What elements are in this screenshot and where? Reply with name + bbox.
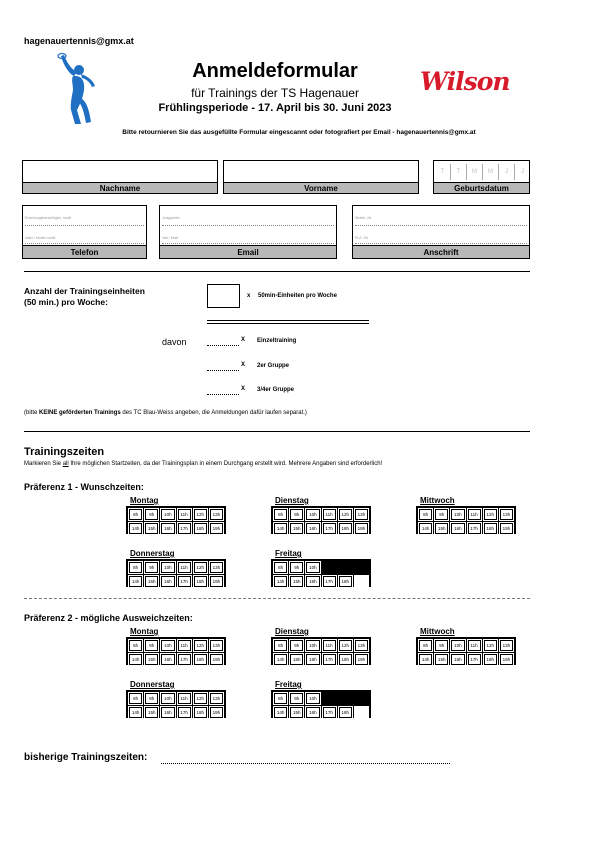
day-label-monday: Montag [130, 496, 159, 505]
time-slot-17h[interactable]: 17h [177, 706, 192, 719]
davon-label: davon [162, 337, 187, 347]
slot-grid-tuesday-pref1 [271, 506, 371, 534]
slot-unavailable [322, 692, 337, 705]
time-slot-18h[interactable]: 18h [193, 575, 208, 588]
time-slot-13h[interactable]: 13h [354, 508, 369, 521]
day-label-wednesday: Mittwoch [420, 627, 455, 636]
date-cell: M [467, 164, 483, 180]
time-slot-10h[interactable]: 10h [450, 639, 465, 652]
slot-grid-thursday-pref2 [126, 690, 226, 718]
wilson-logo: Wilson [420, 67, 510, 96]
time-slot-14h[interactable]: 14h [128, 653, 143, 666]
time-slot-11h[interactable]: 11h [322, 508, 337, 521]
time-slot-19h[interactable]: 19h [209, 522, 224, 535]
time-slot-15h[interactable]: 15h [144, 706, 159, 719]
time-slot-14h[interactable]: 14h [418, 653, 433, 666]
time-slot-13h[interactable]: 13h [209, 561, 224, 574]
time-slot-17h[interactable]: 17h [177, 575, 192, 588]
day-label-friday: Freitag [275, 549, 302, 558]
time-slot-15h[interactable]: 15h [289, 575, 304, 588]
time-slot-19h[interactable]: 19h [354, 653, 369, 666]
time-slot-17h[interactable]: 17h [322, 653, 337, 666]
return-notice: Bitte retournieren Sie das ausgefüllte Formular eingescannt oder fotografiert per Email - hagenauertennis@gmx.at [122, 129, 476, 136]
time-slot-12h[interactable]: 12h [483, 508, 498, 521]
time-slot-8h[interactable]: 8h [128, 561, 143, 574]
time-slot-15h[interactable]: 15h [289, 522, 304, 535]
day-label-thursday: Donnerstag [130, 549, 175, 558]
slot-grid-friday-pref2 [271, 690, 371, 718]
time-slot-17h[interactable]: 17h [177, 522, 192, 535]
time-slot-10h[interactable]: 10h [160, 692, 175, 705]
time-slot-18h[interactable]: 18h [193, 522, 208, 535]
time-slot-15h[interactable]: 15h [289, 653, 304, 666]
units-count-input[interactable] [207, 284, 240, 308]
phone-placeholder-2: Vater / Mutter mobil [25, 236, 56, 240]
time-slot-14h[interactable]: 14h [418, 522, 433, 535]
time-slot-17h[interactable]: 17h [322, 522, 337, 535]
time-slot-8h[interactable]: 8h [128, 508, 143, 521]
time-slot-8h[interactable]: 8h [418, 508, 433, 521]
time-slot-16h[interactable]: 16h [160, 522, 175, 535]
time-slot-17h[interactable]: 17h [467, 522, 482, 535]
time-slot-9h[interactable]: 9h [144, 639, 159, 652]
time-slot-12h[interactable]: 12h [193, 561, 208, 574]
time-slot-11h[interactable]: 11h [467, 639, 482, 652]
contact-email: hagenauertennis@gmx.at [24, 36, 134, 46]
time-slot-17h[interactable]: 17h [322, 575, 337, 588]
time-slot-16h[interactable]: 16h [305, 575, 320, 588]
time-slot-16h[interactable]: 16h [450, 653, 465, 666]
time-slot-14h[interactable]: 14h [273, 522, 288, 535]
divider [24, 271, 530, 272]
time-slot-16h[interactable]: 16h [160, 575, 175, 588]
time-slot-9h[interactable]: 9h [144, 508, 159, 521]
day-label-friday: Freitag [275, 680, 302, 689]
time-slot-9h[interactable]: 9h [289, 508, 304, 521]
day-label-wednesday: Mittwoch [420, 496, 455, 505]
address-placeholder-1: Straße, Nr. [355, 216, 372, 220]
date-cell: T [451, 164, 467, 180]
option-x: X [241, 386, 246, 392]
tennis-player-logo [55, 52, 103, 126]
time-slot-10h[interactable]: 10h [450, 508, 465, 521]
time-slot-15h[interactable]: 15h [144, 653, 159, 666]
slot-unavailable [354, 575, 369, 588]
time-slot-10h[interactable]: 10h [305, 508, 320, 521]
option-pair-label: 2er Gruppe [257, 363, 290, 369]
option-x: X [241, 362, 246, 368]
units-question-line2: (50 min.) pro Woche: [24, 297, 108, 307]
time-slot-18h[interactable]: 18h [338, 522, 353, 535]
dotted-line [25, 243, 144, 244]
time-slot-19h[interactable]: 19h [209, 706, 224, 719]
time-slot-18h[interactable]: 18h [338, 706, 353, 719]
time-slot-19h[interactable]: 19h [354, 522, 369, 535]
birthdate-label: Geburtsdatum [433, 182, 530, 194]
time-slot-14h[interactable]: 14h [273, 575, 288, 588]
day-label-monday: Montag [130, 627, 159, 636]
time-slot-9h[interactable]: 9h [289, 639, 304, 652]
date-cell: M [483, 164, 499, 180]
time-slot-15h[interactable]: 15h [434, 522, 449, 535]
time-slot-15h[interactable]: 15h [434, 653, 449, 666]
phone-label: Telefon [22, 245, 147, 259]
preference-1-title: Präferenz 1 - Wunschzeiten: [24, 482, 144, 492]
time-slot-19h[interactable]: 19h [499, 653, 514, 666]
time-slot-15h[interactable]: 15h [144, 575, 159, 588]
time-slot-18h[interactable]: 18h [483, 653, 498, 666]
subsidy-note: (bitte KEINE geförderten Trainings des TC Blau-Weiss angeben, die Anmeldungen dafür laufen separat.) [24, 410, 307, 416]
slot-grid-wednesday-pref2 [416, 637, 516, 665]
time-slot-10h[interactable]: 10h [305, 692, 320, 705]
time-slot-8h[interactable]: 8h [273, 561, 288, 574]
slot-grid-monday-pref1 [126, 506, 226, 534]
time-slot-12h[interactable]: 12h [338, 508, 353, 521]
previous-times-input[interactable] [161, 763, 450, 764]
double-rule [207, 320, 369, 324]
time-slot-14h[interactable]: 14h [128, 522, 143, 535]
slot-unavailable [354, 692, 369, 705]
time-slot-12h[interactable]: 12h [483, 639, 498, 652]
time-slot-16h[interactable]: 16h [305, 653, 320, 666]
time-slot-12h[interactable]: 12h [193, 639, 208, 652]
time-slot-13h[interactable]: 13h [499, 639, 514, 652]
time-slot-19h[interactable]: 19h [499, 522, 514, 535]
training-instruction: Markieren Sie all Ihre möglichen Startzeiten, da der Trainingsplan in einem Durchgang erstellt wird. Mehrere Angaben sind erforderlich! [24, 461, 383, 467]
time-slot-14h[interactable]: 14h [128, 575, 143, 588]
time-slot-11h[interactable]: 11h [177, 639, 192, 652]
time-slot-8h[interactable]: 8h [418, 639, 433, 652]
time-slot-9h[interactable]: 9h [289, 561, 304, 574]
time-slot-9h[interactable]: 9h [434, 639, 449, 652]
time-slot-13h[interactable]: 13h [209, 692, 224, 705]
date-cell: T [435, 164, 451, 180]
time-slot-19h[interactable]: 19h [209, 653, 224, 666]
slot-unavailable [354, 706, 369, 719]
day-label-tuesday: Dienstag [275, 496, 309, 505]
time-slot-12h[interactable]: 12h [338, 639, 353, 652]
time-slot-11h[interactable]: 11h [467, 508, 482, 521]
time-slot-10h[interactable]: 10h [160, 508, 175, 521]
lastname-label: Nachname [22, 182, 218, 194]
time-slot-13h[interactable]: 13h [209, 508, 224, 521]
time-slot-9h[interactable]: 9h [434, 508, 449, 521]
time-slot-13h[interactable]: 13h [499, 508, 514, 521]
option-single-label: Einzeltraining [257, 338, 297, 344]
time-slot-10h[interactable]: 10h [305, 561, 320, 574]
time-slot-16h[interactable]: 16h [305, 522, 320, 535]
option-group-label: 3/4er Gruppe [257, 387, 295, 393]
time-slot-11h[interactable]: 11h [177, 508, 192, 521]
time-slot-10h[interactable]: 10h [160, 639, 175, 652]
date-cell: J [499, 164, 515, 180]
address-placeholder-2: PLZ, Ort [355, 236, 369, 240]
time-slot-18h[interactable]: 18h [193, 706, 208, 719]
time-slot-14h[interactable]: 14h [273, 653, 288, 666]
time-slot-8h[interactable]: 8h [273, 639, 288, 652]
time-slot-17h[interactable]: 17h [322, 706, 337, 719]
time-slot-11h[interactable]: 11h [177, 692, 192, 705]
time-slot-8h[interactable]: 8h [273, 508, 288, 521]
firstname-label: Vorname [223, 182, 419, 194]
dotted-line [25, 225, 144, 226]
slot-grid-wednesday-pref1 [416, 506, 516, 534]
slot-grid-friday-pref1 [271, 559, 371, 587]
date-cell: J [521, 169, 524, 175]
units-per-week-label: 50min-Einheiten pro Woche [258, 293, 337, 299]
dotted-line [162, 243, 334, 244]
single-count-input[interactable] [207, 345, 239, 346]
divider [24, 598, 530, 599]
units-x: x [247, 293, 251, 299]
pair-count-input[interactable] [207, 370, 239, 371]
email-label: Email [159, 245, 337, 259]
address-label: Anschrift [352, 245, 530, 259]
time-slot-9h[interactable]: 9h [144, 561, 159, 574]
time-slot-13h[interactable]: 13h [354, 639, 369, 652]
slot-grid-thursday-pref1 [126, 559, 226, 587]
slot-unavailable [338, 692, 353, 705]
training-period: Frühlingsperiode - 17. April bis 30. Juni 2023 [158, 102, 392, 114]
time-slot-8h[interactable]: 8h [128, 639, 143, 652]
time-slot-8h[interactable]: 8h [273, 692, 288, 705]
time-slot-19h[interactable]: 19h [209, 575, 224, 588]
slot-unavailable [322, 561, 337, 574]
group-count-input[interactable] [207, 394, 239, 395]
time-slot-10h[interactable]: 10h [160, 561, 175, 574]
time-slot-18h[interactable]: 18h [338, 653, 353, 666]
time-slot-8h[interactable]: 8h [128, 692, 143, 705]
time-slot-9h[interactable]: 9h [289, 692, 304, 705]
units-question-line1: Anzahl der Trainingseinheiten [24, 286, 145, 296]
divider [24, 431, 530, 432]
phone-placeholder-1: Erziehungsberechtigter, mobil [25, 216, 72, 220]
time-slot-15h[interactable]: 15h [289, 706, 304, 719]
time-slot-13h[interactable]: 13h [209, 639, 224, 652]
time-slot-16h[interactable]: 16h [160, 653, 175, 666]
form-subtitle: für Trainings der TS Hagenauer [191, 86, 359, 100]
slot-grid-tuesday-pref2 [271, 637, 371, 665]
preference-2-title: Präferenz 2 - mögliche Ausweichzeiten: [24, 613, 193, 623]
time-slot-16h[interactable]: 16h [160, 706, 175, 719]
slot-unavailable [338, 561, 353, 574]
time-slot-12h[interactable]: 12h [193, 508, 208, 521]
time-slot-14h[interactable]: 14h [273, 706, 288, 719]
time-slot-11h[interactable]: 11h [177, 561, 192, 574]
time-slot-16h[interactable]: 16h [305, 706, 320, 719]
time-slot-15h[interactable]: 15h [144, 522, 159, 535]
dotted-line [162, 225, 334, 226]
time-slot-17h[interactable]: 17h [177, 653, 192, 666]
form-title: Anmeldeformular [192, 60, 358, 82]
time-slot-18h[interactable]: 18h [193, 653, 208, 666]
previous-times-label: bisherige Trainingszeiten: [24, 752, 148, 763]
time-slot-16h[interactable]: 16h [450, 522, 465, 535]
time-slot-12h[interactable]: 12h [193, 692, 208, 705]
time-slot-9h[interactable]: 9h [144, 692, 159, 705]
slot-grid-monday-pref2 [126, 637, 226, 665]
time-slot-14h[interactable]: 14h [128, 706, 143, 719]
time-slot-18h[interactable]: 18h [483, 522, 498, 535]
slot-unavailable [354, 561, 369, 574]
day-label-tuesday: Dienstag [275, 627, 309, 636]
time-slot-11h[interactable]: 11h [322, 639, 337, 652]
time-slot-10h[interactable]: 10h [305, 639, 320, 652]
day-label-thursday: Donnerstag [130, 680, 175, 689]
email-placeholder-1: Jungspieler [162, 216, 180, 220]
dotted-line [355, 225, 527, 226]
email-placeholder-2: Vati / Mutti [162, 236, 179, 240]
option-x: X [241, 337, 246, 343]
time-slot-18h[interactable]: 18h [338, 575, 353, 588]
training-times-title: Trainingszeiten [24, 446, 105, 458]
dotted-line [355, 243, 527, 244]
time-slot-17h[interactable]: 17h [467, 653, 482, 666]
